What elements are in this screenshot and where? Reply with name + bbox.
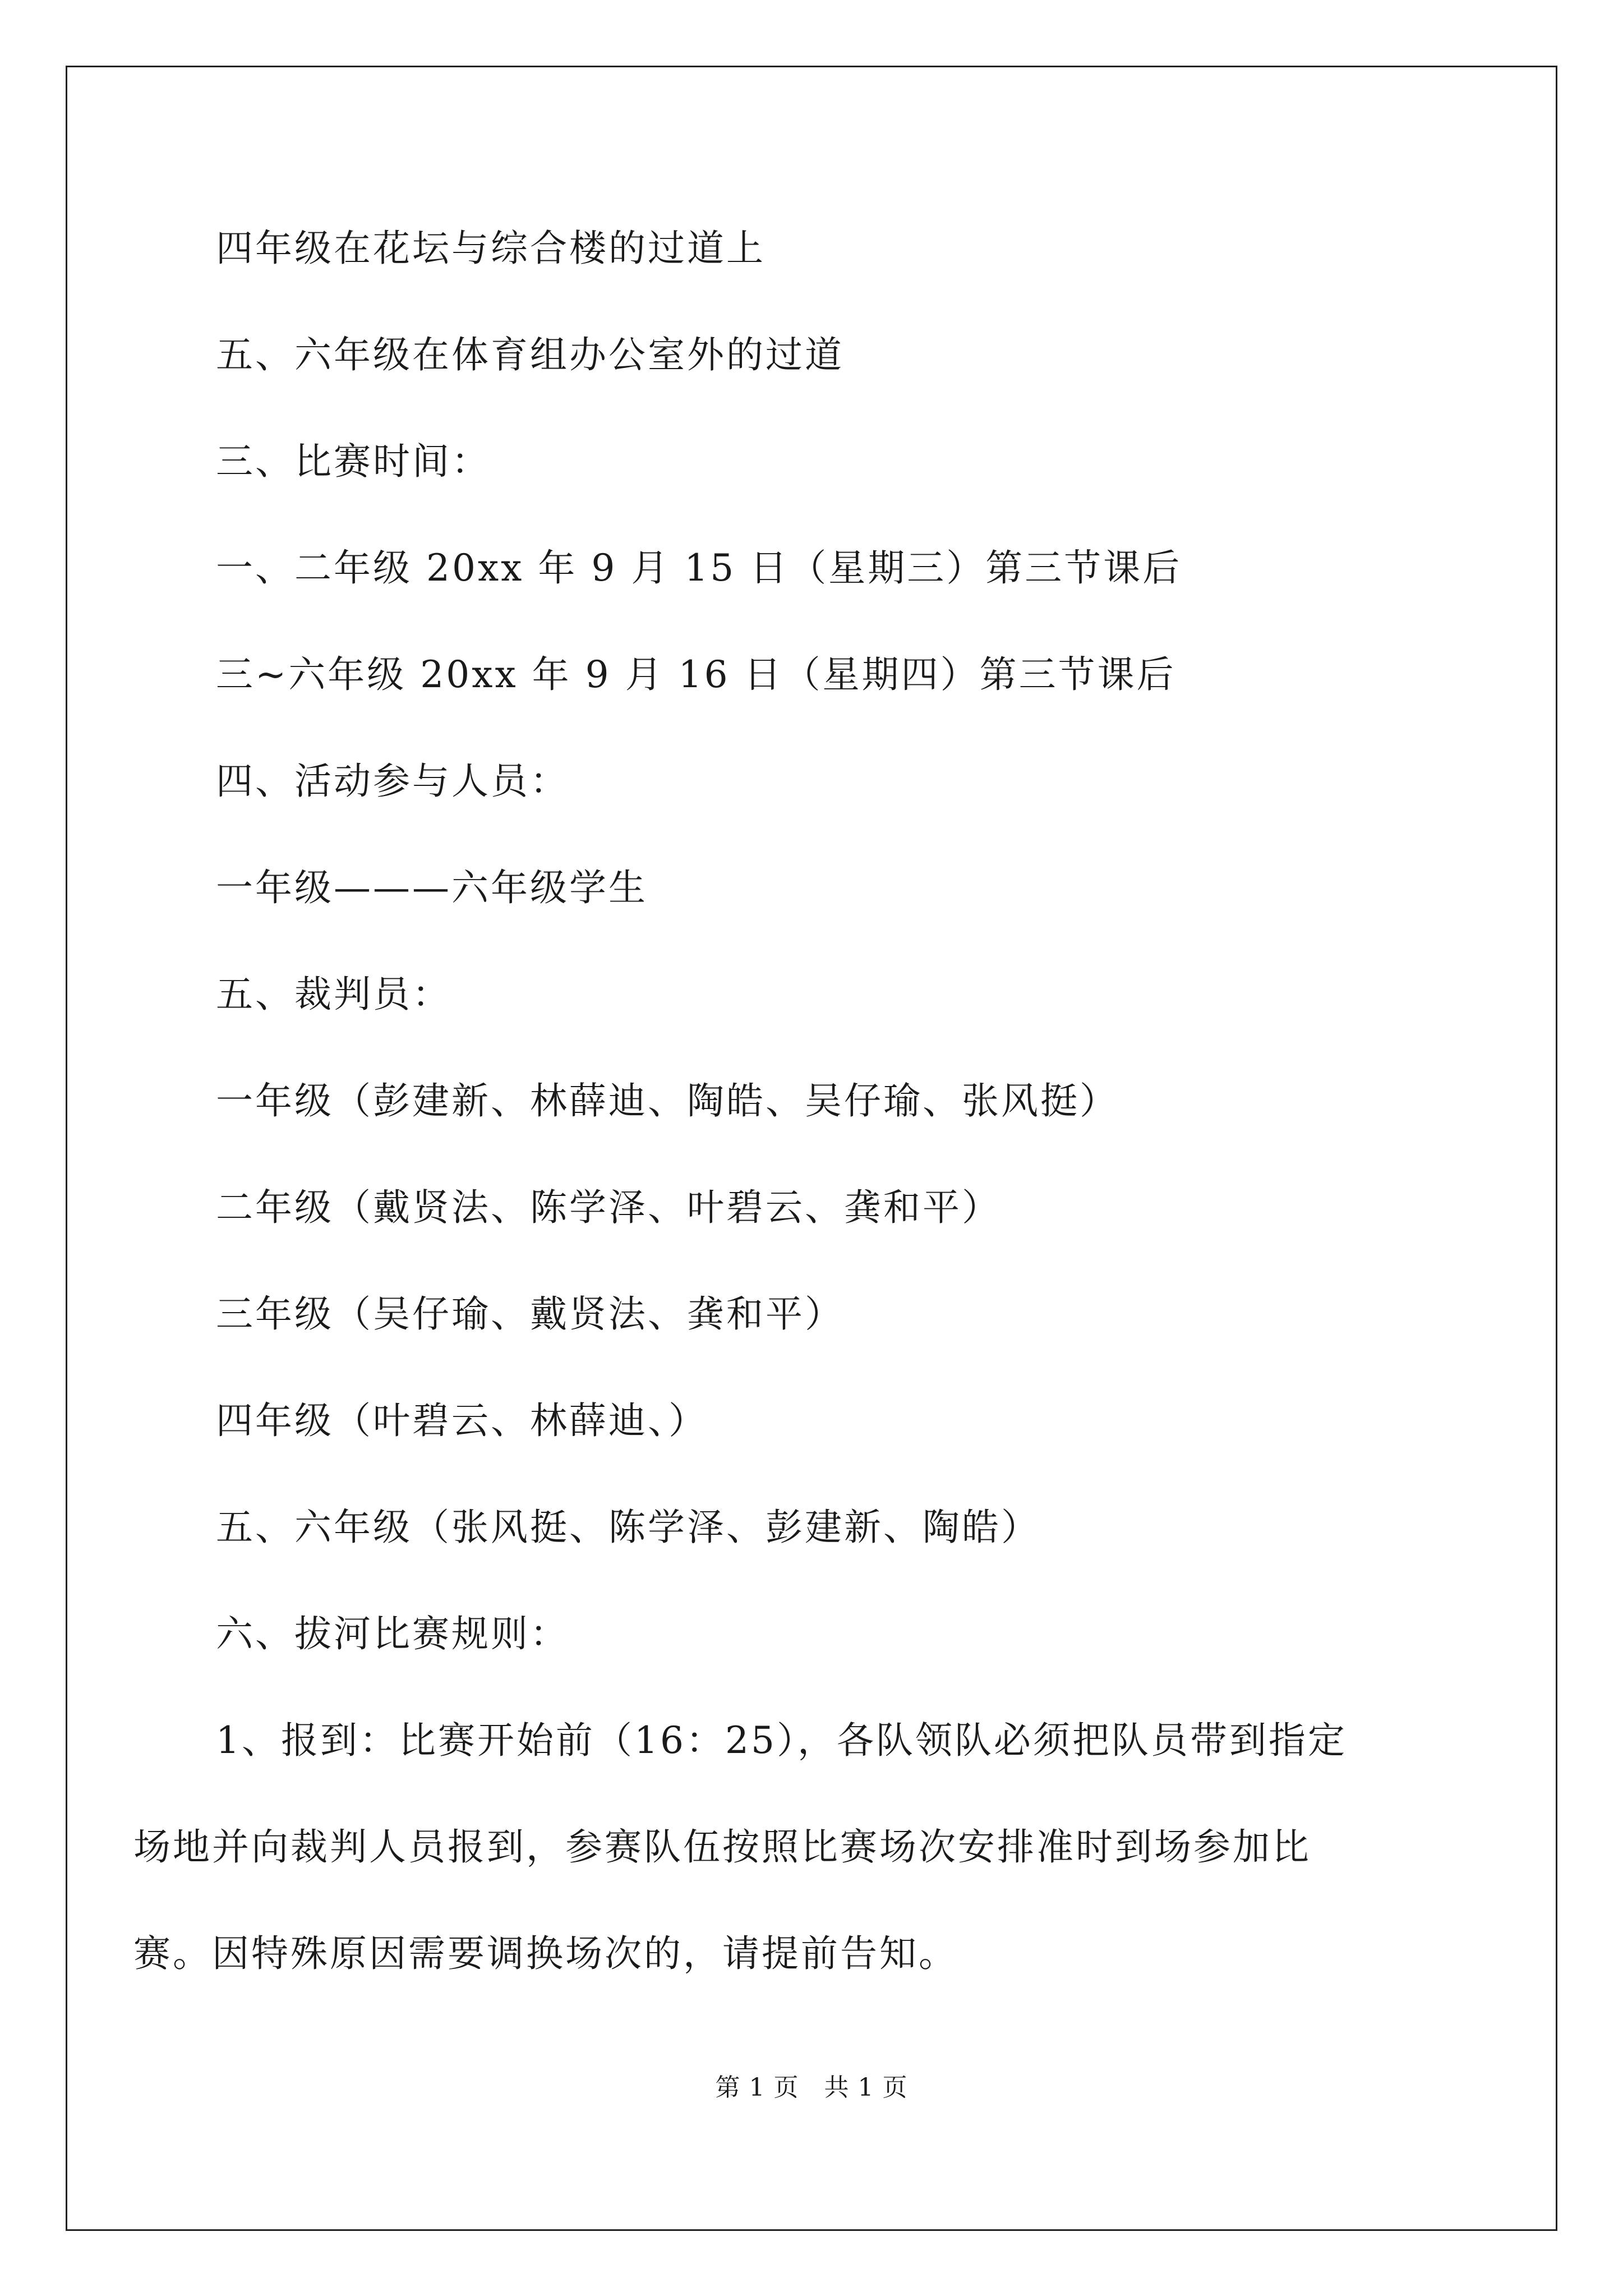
section-heading: 三、比赛时间： — [216, 440, 491, 483]
text-line: 五、六年级（张风挺、陈学泽、彭建新、陶皓） — [216, 1506, 1040, 1549]
section-heading: 四、活动参与人员： — [216, 760, 569, 803]
text-line: 二年级（戴贤法、陈学泽、叶碧云、龚和平） — [216, 1186, 1001, 1229]
text-line: 1、报到：比赛开始前（16：25），各队领队必须把队员带到指定 — [216, 1719, 1347, 1762]
section-heading: 五、裁判员： — [216, 973, 451, 1016]
text-line: 一年级———六年级学生 — [216, 866, 648, 909]
text-line: 赛。因特殊原因需要调换场次的，请提前告知。 — [133, 1932, 958, 1975]
text-line: 一、二年级 20xx 年 9 月 15 日（星期三）第三节课后 — [216, 546, 1182, 590]
text-line: 一年级（彭建新、林薛迪、陶皓、吴仔瑜、张风挺） — [216, 1079, 1119, 1122]
text-line: 五、六年级在体育组办公室外的过道 — [216, 333, 844, 376]
text-line: 场地并向裁判人员报到，参赛队伍按照比赛场次安排准时到场参加比 — [133, 1825, 1311, 1869]
text-line: 四年级在花坛与综合楼的过道上 — [216, 227, 766, 270]
text-line: 四年级（叶碧云、林薛迪、） — [216, 1399, 708, 1442]
text-line: 三~六年级 20xx 年 9 月 16 日（星期四）第三节课后 — [216, 653, 1176, 696]
page-border — [66, 66, 1557, 2231]
page-number-footer: 第 1 页 共 1 页 — [715, 2073, 908, 2102]
section-heading: 六、拔河比赛规则： — [216, 1612, 569, 1655]
text-line: 三年级（吴仔瑜、戴贤法、龚和平） — [216, 1292, 844, 1336]
